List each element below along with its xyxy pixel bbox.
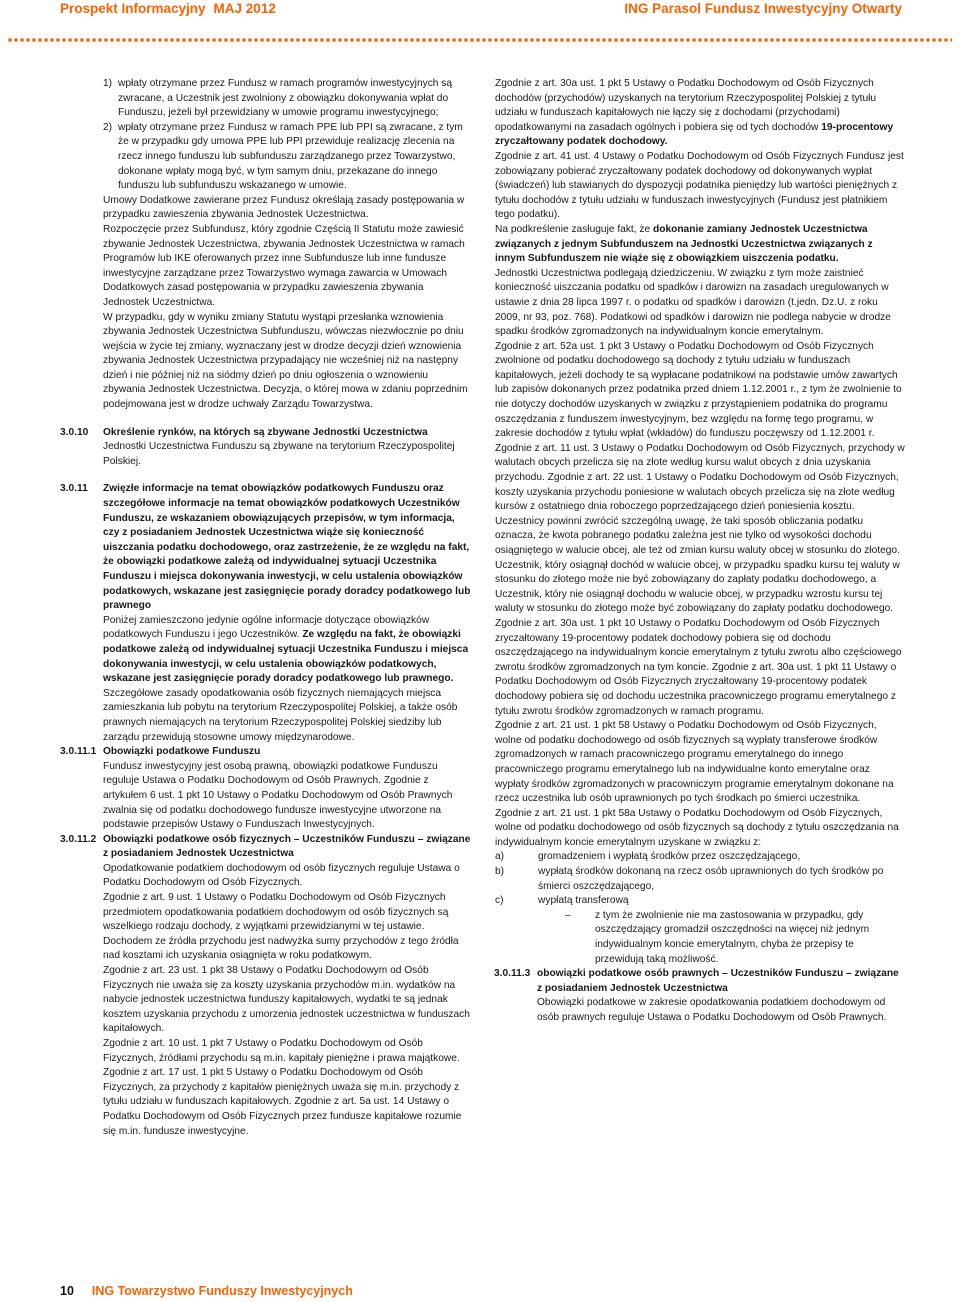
list-letter: a): [495, 851, 505, 863]
text-run-bold: 19-procentowy zryczałtowany podatek dochodowy.: [495, 121, 894, 148]
section-title: Obowiązki podatkowe osób fizycznych – Uczestników Funduszu – związane z posiadaniem Jednostek Uczestnictwa: [103, 833, 471, 860]
left-column: [60, 77, 472, 1139]
list-number: 1): [103, 78, 113, 89]
section-number: 3.0.11.1: [60, 746, 97, 758]
paragraph: Jednostki Uczestnictwa podlegają dziedziczeniu. W związku z tym może zaistnieć konieczność uiszczania podatku od spadków i darowizn na zasadach uregulowanych w ustawie z dnia 28 lipca 1997 r. o podatku od spadków i darowizn (t.jedn. Dz.U. z roku 2009, nr 93, poz. 768). Podatkowi od spadków i darowizn nie podlega nabycie w drodze spadku środków zgromadzonych na indywidualnym koncie emerytalnym.: [495, 267, 891, 338]
paragraph: Zgodnie z art. 10 ust. 1 pkt 7 Ustawy o Podatku Dochodowym od Osób Fizycznych, źródłami przychodu są m.in. kapitały pieniężne i prawa majątkowe.: [103, 1038, 460, 1064]
list-number: 2): [103, 121, 113, 133]
list-text: gromadzeniem i wypłatą środków przez oszczędzającego,: [538, 851, 801, 863]
paragraph: Zgodnie z art. 23 ust. 1 pkt 38 Ustawy o Podatku Dochodowym od Osób Fizycznych nie uważa się za koszty uzyskania przychodów m.in. wydatków na nabycie jednostek uczestnictwa funduszy kapitałowych, wydatki te są jednak kosztem uzyskania przychodu z umorzenia jednostek uczestnictwa w funduszach kapitałowych.: [103, 965, 470, 1035]
paragraph: Zgodnie z art. 21 ust. 1 pkt 58 Ustawy o Podatku Dochodowym od Osób Fizycznych, wolne od podatku dochodowego od osób fizycznych są wypłaty transferowe środków zgromadzonych w ramach pracowniczego programu emerytalnego do innego pracowniczego programu emerytalnego lub na indywidualne konto emerytalne oraz wypłaty środków zgromadzonych w pracowniczym programie emerytalnym dokonane na rzecz uczestnika lub osób uprawnionych po tych środkach po śmierci uczestnika.: [495, 720, 894, 805]
page-number: 10: [60, 1284, 74, 1298]
section-number: 3.0.11: [60, 483, 88, 495]
text-run: Poniżej zamieszczono jedynie ogólne informacje dotyczące obowiązków podatkowych Funduszu i jego Uczestników.: [103, 614, 430, 641]
section-number: 3.0.10: [60, 426, 89, 438]
section-text: Fundusz inwestycyjny jest osobą prawną, obowiązki podatkowe Funduszu reguluje Ustawa o Podatku Dochodowym od Osób Prawnych. Zgodnie z artykułem 6 ust. 1 pkt 10 Ustawy o Podatku Dochodowym od Osób Prawnych zwalnia się od podatku dochodowego fundusze inwestycyjne utworzone na podstawie przepisów Ustawy o Funduszach Inwestycyjnych.: [103, 760, 453, 831]
section-text: [103, 614, 472, 745]
paragraph: Rozpoczęcie przez Subfundusz, który zgodnie Częścią II Statutu może zawiesić zbywanie Jednostek Uczestnictwa, zbywania Jednostek Uczestnictwa w ramach Programów lub IKE oferowanych przez inne Subfundusze lub inne fundusze inwestycyjne zarządzane przez Towarzystwo wymaga zawarcia w Umowach Dodatkowych zasad postępowania w przypadku zawieszenia zbywania Jednostek Uczestnictwa.: [103, 223, 465, 308]
page-header: [0, 0, 960, 24]
header-fund-title: ING Parasol Fundusz Inwestycyjny Otwarty: [624, 1, 902, 16]
section-3-0-11-3: [494, 967, 905, 1025]
list-text: wypłatą środków dokonaną na rzecz osób uprawnionych do tych środków po śmierci oszczędzającego,: [538, 866, 884, 892]
header-prospectus-title: Prospekt Informacyjny: [60, 1, 206, 16]
section-text: Jednostki Uczestnictwa Funduszu są zbywane na terytorium Rzeczypospolitej Polskiej.: [103, 441, 455, 467]
list-item: [495, 850, 905, 865]
section-title: obowiązki podatkowe osób prawnych – Uczestników Funduszu – związane z posiadaniem Jednostek Uczestnictwa: [537, 968, 899, 994]
text-run: Zgodnie z art. 30a ust. 1 pkt 5 Ustawy o Podatku Dochodowym od Osób Fizycznych dochodów (przychodów) uzyskanych na terytorium Rzeczypospolitej Polskiej z tytułu udziału w funduszach kapitałowych nie łączy się z dochodami (przychodami) opodatkowanymi na zasadach ogólnych i pobiera się od tych dochodów: [495, 78, 877, 133]
paragraph: Zgodnie z art. 52a ust. 1 pkt 3 Ustawy o Podatku Dochodowym od Osób Fizycznych zwolnione od podatku dochodowego są dochody z tytułu udziału w funduszach kapitałowych, jeżeli dochody te są wypłacane podatnikowi na podstawie umów zawartych lub zapisów dokonanych przez podatnika przed dniem 1.12.2001 r., z tym że zwolnienie to nie dotyczy dochodów uzyskanych w związku z przystąpieniem podatnika do programu oszczędzania z funduszem inwestycyjnym, bez względu na formę tego programu, w zakresie dochodów z tytułu wpłat (wkładów) do funduszu poczęwszy od 1.12.2001 r.: [495, 340, 902, 440]
paragraph: Zgodnie z art. 17 ust. 1 pkt 5 Ustawy o Podatku Dochodowym od Osób Fizycznych, za przychody z kapitałów pieniężnych uważa się m.in. przychody z tytułu udziału w funduszach kapitałowych. Zgodnie z art. 5a ust. 14 Ustawy o Podatku Dochodowym od Osób Fizycznych przez fundusze kapitałowe rozumie się m.in. fundusze inwestycyjne.: [103, 1067, 462, 1137]
section-number: 3.0.11.3: [494, 968, 531, 980]
paragraph: Opodatkowanie podatkiem dochodowym od osób fizycznych reguluje Ustawa o Podatku Dochodowym od Osób Fizycznych.: [103, 862, 460, 889]
section-3-0-10: [60, 426, 472, 470]
list-text: z tym że zwolnienie nie ma zastosowania w przypadku, gdy oszczędzający gromadził oszczędności na więcej niż jednym indywidualnym koncie emerytalnym, chyba że przepisy te przewidują taką możliwość.: [595, 909, 870, 965]
paragraph: Zgodnie z art. 21 ust. 1 pkt 58a Ustawy o Podatku Dochodowym od Osób Fizycznych, wolne od podatku dochodowego od osób fizycznych są dochody z tytułu oszczędzania na indywidualnym koncie emerytalnym uzyskane w związku z:: [495, 807, 899, 848]
section-3-0-11-1: [60, 745, 472, 833]
list-item: [495, 865, 905, 894]
paragraph: Zgodnie z art. 11 ust. 3 Ustawy o Podatku Dochodowym od Osób Fizycznych, przychody w walutach obcych przelicza się na złote według kursu walut obcych z dnia uzyskania przychodu. Zgodnie z art. 22 ust. 1 Ustawy o Podatku Dochodowym od Osób Fizycznych, koszty uzyskania przychodu poniesione w walutach obcych przelicza się na złote według kursów z ostatniego dnia roboczego poprzedzającego dzień poniesienia kosztu. Uczestnicy powinni zwrócić szczególną uwagę, że taki sposób obliczania podatku oznacza, że kwota pobranego podatku zależna jest nie tylko od wysokości dochodu osiągniętego w walucie obcej, ale też od zmian kursu waluty obcej w stosunku do złotego. Uczestnik, który osiągnął dochód w walucie obcej, w przypadku spadku kursu tej waluty w stosunku do złotego może nie być zobowiązany do zapłaty podatku dochodowego, a Uczestnik, który nie osiągnął dochodu w walucie obcej, w przypadku wzrostu kursu tej waluty w stosunku do złotego może być zobowiązany do zapłaty podatku dochodowego.: [495, 442, 905, 615]
list-letter: b): [495, 866, 505, 878]
paragraph: [495, 223, 905, 267]
text-run-bold: dokonanie zamiany Jednostek Uczestnictwa związanych z jednym Subfunduszem na Jednostki Uczestnictwa związanych z innym Subfunduszem nie wiąże się z obowiązkiem uiszczenia podatku.: [495, 223, 873, 265]
paragraph: Umowy Dodatkowe zawierane przez Fundusz określają zasady postępowania w przypadku zawieszenia zbywania Jednostek Uczestnictwa.: [103, 194, 465, 221]
page-footer: [60, 1284, 353, 1298]
list-text: wpłaty otrzymane przez Fundusz w ramach programów inwestycyjnych są zwracane, a Uczestnik jest zwolniony z obowiązku dokonywania wpłat do Funduszu, jeżeli był przewidziany w umowie programu inwestycyjnego;: [118, 78, 453, 119]
list-text: wpłaty otrzymane przez Fundusz w ramach PPE lub PPI są zwracane, z tym że w przypadku gdy umowa PPE lub PPI przewiduje realizację zlecenia na rzecz innego funduszu lub subfunduszu zarządzanego przez Towarzystwo, dokonane wpłaty mogą być, w tym samym dniu, przekazane do innego funduszu lub subfunduszu wskazanego w umowie.: [118, 121, 463, 192]
text-run: Na podkreślenie zasługuje fakt, że: [495, 223, 653, 235]
section-title: Określenie rynków, na których są zbywane Jednostki Uczestnictwa: [103, 426, 428, 438]
header-date: MAJ 2012: [213, 1, 276, 16]
section-3-0-11: [60, 482, 472, 745]
list-text: wypłatą transferową: [538, 895, 629, 907]
paragraph: W przypadku, gdy w wyniku zmiany Statutu wystąpi przesłanka wznowienia zbywania Jednostek Uczestnictwa Subfunduszu, wówczas niezwłocznie po dniu wejścia w życie tej zmiany, wyznaczany jest w drodze decyzji dzień wznowienia zbywania Jednostek Uczestnictwa przypadający nie wcześniej niż na następny dzień i nie później niż na siódmy dzień po dniu ogłoszenia o wznowieniu zbywania Jednostek Uczestnictwa. Decyzja, o której mowa w zdaniu poprzednim podejmowana jest w drodze uchwały Zarządu Towarzystwa.: [103, 311, 468, 411]
dash-bullet: –: [565, 909, 571, 921]
list-letter: c): [495, 895, 504, 907]
paragraph: Zgodnie z art. 30a ust. 1 pkt 10 Ustawy o Podatku Dochodowym od Osób Fizycznych zryczałtowany 19-procentowy podatek dochodowy pobiera się od dochodu oszczędzającego na indywidualnym koncie emerytalnym z tytułu zwrotu albo częściowego zwrotu środków zgromadzonych na tym koncie. Zgodnie z art. 30a ust. 1 pkt 11 Ustawy o Podatku Dochodowym od Osób Fizycznych zryczałtowany 19-procentowy podatek dochodowy pobiera się od dochodu uczestnika pracowniczego programu emerytalnego z tytułu zwrotu środków zgromadzonych w ramach programu.: [495, 617, 902, 717]
text-run: Szczegółowe zasady opodatkowania osób fizycznych niemających miejsca zamieszkania lub pobytu na terytorium Rzeczypospolitej Polskiej, a także osób prawnych niemających na terytorium Rzeczypospolitej Polskiej siedziby lub zarządu przewidują stosowne umowy międzynarodowe.: [103, 687, 458, 743]
section-title: Obowiązki podatkowe Funduszu: [103, 746, 261, 758]
right-column: [495, 77, 905, 1026]
section-3-0-11-2: [60, 833, 472, 1139]
paragraph: Zgodnie z art. 41 ust. 4 Ustawy o Podatku Dochodowym od Osób Fizycznych Fundusz jest zobowiązany pobierać zryczałtowany podatek dochodowy od dokonywanych wypłat (świadczeń) lub stawianych do dyspozycji podatnika pieniędzy lub wartości pieniężnych z tytułu dochodów z tytułu udziału w funduszach inwestycyjnych (Fundusz jest płatnikiem tego podatku).: [495, 150, 904, 221]
text-run-bold: Ze względu na fakt, że obowiązki podatkowe zależą od indywidualnej sytuacji Uczestnika Funduszu i miejsca dokonywania inwestycji, w celu ustalenia obowiązków podatkowych, wskazane jest zasięgnięcie porady doradcy podatkowego lub prawnego.: [103, 629, 469, 685]
list-item: [495, 894, 905, 909]
dotted-divider: [8, 38, 952, 44]
paragraph: [495, 77, 905, 150]
section-title: Zwięzłe informacje na temat obowiązków podatkowych Funduszu oraz szczegółowe informacje na temat obowiązków podatkowych Uczestników Funduszu, ze wskazaniem obowiązujących przepisów, w tym informacja, czy z posiadaniem Jednostek Uczestnictwa wiąże się konieczność uiszczania podatku dochodowego, oraz zastrzeżenie, że ze względu na fakt, że obowiązki podatkowe zależą od indywidualnej sytuacji Uczestnika Funduszu i miejsca dokonywania inwestycji, w celu ustalenia obowiązków podatkowych, wskazane jest zasięgnięcie porady doradcy podatkowego lub prawnego: [103, 483, 471, 612]
list-item: [60, 77, 472, 121]
header-left: [60, 1, 276, 16]
list-subitem: [495, 909, 905, 967]
publisher-name: ING Towarzystwo Funduszy Inwestycyjnych: [91, 1284, 353, 1298]
paragraph: Zgodnie z art. 9 ust. 1 Ustawy o Podatku Dochodowym od Osób Fizycznych przedmiotem opodatkowania podatkiem dochodowym od osób fizycznych są wszelkiego rodzaju dochody, z wyjątkami przewidzianymi w tej ustawie. Dochodem ze źródła przychodu jest nadwyżka sumy przychodów z tego źródła nad kosztami ich uzyskania osiągnięta w roku podatkowym.: [103, 892, 459, 962]
section-text: Obowiązki podatkowe w zakresie opodatkowania podatkiem dochodowym od osób prawnych reguluje Ustawa o Podatku Dochodowym od Osób Prawnych.: [537, 997, 887, 1023]
section-number: 3.0.11.2: [60, 833, 97, 845]
list-item: [60, 121, 472, 194]
